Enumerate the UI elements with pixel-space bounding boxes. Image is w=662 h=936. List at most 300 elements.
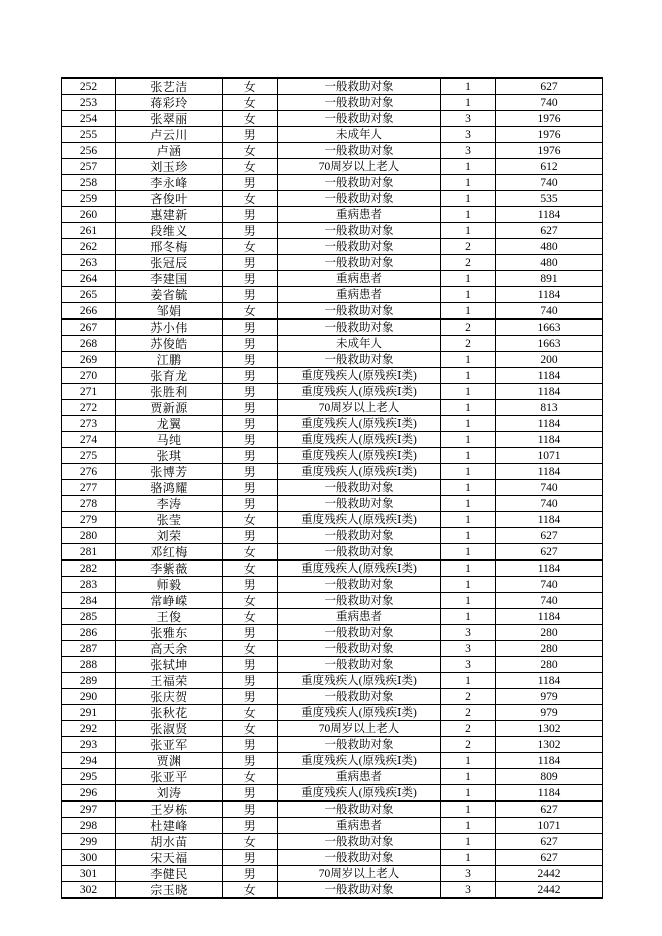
cell-category: 一般救助对象 [278,641,441,657]
cell-name: 张冠辰 [116,255,223,271]
cell-category: 重病患者 [278,207,441,223]
cell-amount: 627 [496,223,603,239]
cell-amount: 535 [496,191,603,207]
cell-name: 张莹 [116,512,223,528]
table-row [62,882,603,899]
cell-count: 1 [441,191,496,207]
cell-category: 一般救助对象 [278,737,441,753]
cell-count: 1 [441,560,496,577]
cell-id: 284 [62,593,116,609]
cell-amount: 627 [496,834,603,850]
cell-id: 283 [62,577,116,593]
cell-count: 1 [441,207,496,223]
cell-name: 卢涵 [116,143,223,159]
cell-id: 253 [62,95,116,111]
cell-id: 281 [62,544,116,561]
table-row [62,496,603,512]
cell-count: 1 [441,271,496,287]
cell-category: 重度残疾人(原残疾Ⅰ类) [278,368,441,384]
cell-count: 2 [441,336,496,352]
cell-category: 一般救助对象 [278,191,441,207]
cell-id: 257 [62,159,116,175]
cell-sex: 女 [223,544,278,561]
cell-name: 张艺洁 [116,78,223,95]
cell-category: 一般救助对象 [278,239,441,255]
table-row [62,737,603,753]
cell-count: 1 [441,416,496,432]
cell-sex: 女 [223,609,278,625]
cell-id: 277 [62,480,116,496]
table-container [61,77,602,899]
cell-id: 289 [62,673,116,689]
table-row [62,593,603,609]
cell-sex: 男 [223,496,278,512]
cell-category: 重度残疾人(原残疾Ⅰ类) [278,432,441,448]
cell-name: 苏俊皓 [116,336,223,352]
table-row [62,818,603,834]
cell-category: 一般救助对象 [278,319,441,336]
cell-id: 271 [62,384,116,400]
cell-id: 254 [62,111,116,127]
cell-sex: 男 [223,785,278,802]
cell-amount: 1184 [496,560,603,577]
cell-id: 297 [62,801,116,818]
cell-count: 1 [441,368,496,384]
cell-id: 266 [62,303,116,320]
cell-id: 291 [62,705,116,721]
cell-amount: 740 [496,480,603,496]
cell-name: 吝俊叶 [116,191,223,207]
cell-count: 1 [441,673,496,689]
cell-id: 285 [62,609,116,625]
cell-amount: 740 [496,95,603,111]
cell-amount: 2442 [496,882,603,899]
cell-sex: 男 [223,416,278,432]
cell-count: 1 [441,544,496,561]
cell-name: 张轼坤 [116,657,223,673]
cell-sex: 男 [223,319,278,336]
table-row [62,271,603,287]
cell-id: 290 [62,689,116,705]
cell-category: 一般救助对象 [278,834,441,850]
cell-name: 张育龙 [116,368,223,384]
table-row [62,673,603,689]
cell-id: 298 [62,818,116,834]
cell-amount: 1302 [496,737,603,753]
cell-id: 287 [62,641,116,657]
table-row [62,95,603,111]
cell-id: 267 [62,319,116,336]
cell-count: 2 [441,737,496,753]
table-row [62,159,603,175]
cell-category: 重度残疾人(原残疾Ⅰ类) [278,464,441,480]
cell-id: 301 [62,866,116,882]
cell-category: 一般救助对象 [278,689,441,705]
cell-sex: 男 [223,384,278,400]
table-row [62,577,603,593]
cell-amount: 809 [496,769,603,785]
cell-amount: 627 [496,801,603,818]
table-row [62,528,603,544]
cell-sex: 男 [223,207,278,223]
cell-count: 1 [441,448,496,464]
cell-amount: 627 [496,78,603,95]
table-row [62,721,603,737]
table-row [62,175,603,191]
cell-amount: 480 [496,239,603,255]
cell-amount: 740 [496,593,603,609]
cell-count: 1 [441,818,496,834]
cell-name: 常峥嵘 [116,593,223,609]
cell-count: 3 [441,866,496,882]
cell-id: 282 [62,560,116,577]
table-row [62,625,603,641]
cell-amount: 1184 [496,512,603,528]
cell-sex: 男 [223,336,278,352]
cell-name: 李永峰 [116,175,223,191]
cell-category: 70周岁以上老人 [278,866,441,882]
cell-name: 张淑贤 [116,721,223,737]
cell-sex: 女 [223,191,278,207]
cell-count: 2 [441,319,496,336]
cell-name: 杜建峰 [116,818,223,834]
cell-category: 未成年人 [278,127,441,143]
table-row [62,866,603,882]
table-row [62,609,603,625]
cell-category: 一般救助对象 [278,657,441,673]
cell-name: 苏小伟 [116,319,223,336]
cell-amount: 280 [496,625,603,641]
table-row [62,287,603,303]
cell-count: 1 [441,287,496,303]
cell-count: 2 [441,689,496,705]
cell-category: 一般救助对象 [278,223,441,239]
cell-amount: 813 [496,400,603,416]
table-row [62,753,603,769]
cell-category: 一般救助对象 [278,143,441,159]
cell-id: 279 [62,512,116,528]
cell-category: 一般救助对象 [278,303,441,320]
cell-amount: 1071 [496,448,603,464]
table-row [62,448,603,464]
cell-name: 张庆贺 [116,689,223,705]
cell-amount: 979 [496,689,603,705]
cell-category: 70周岁以上老人 [278,721,441,737]
cell-count: 1 [441,512,496,528]
table-row [62,384,603,400]
cell-id: 280 [62,528,116,544]
table-row [62,239,603,255]
cell-id: 259 [62,191,116,207]
cell-amount: 1184 [496,368,603,384]
cell-name: 李建国 [116,271,223,287]
cell-category: 一般救助对象 [278,850,441,866]
cell-amount: 1184 [496,673,603,689]
cell-amount: 1302 [496,721,603,737]
cell-name: 张琪 [116,448,223,464]
cell-sex: 男 [223,657,278,673]
cell-sex: 男 [223,528,278,544]
cell-name: 李涛 [116,496,223,512]
cell-sex: 男 [223,464,278,480]
table-row [62,480,603,496]
table-row [62,834,603,850]
table-row [62,689,603,705]
cell-count: 2 [441,721,496,737]
cell-amount: 1184 [496,785,603,802]
table-row [62,657,603,673]
cell-sex: 女 [223,641,278,657]
table-row [62,560,603,577]
cell-amount: 627 [496,528,603,544]
table-row [62,223,603,239]
cell-category: 重病患者 [278,271,441,287]
cell-amount: 1976 [496,127,603,143]
cell-name: 张博芳 [116,464,223,480]
cell-id: 272 [62,400,116,416]
cell-id: 264 [62,271,116,287]
cell-sex: 男 [223,689,278,705]
cell-count: 1 [441,593,496,609]
table-row [62,416,603,432]
assistance-recipients-table [61,77,603,899]
cell-amount: 740 [496,175,603,191]
cell-sex: 女 [223,111,278,127]
table-row [62,769,603,785]
cell-category: 一般救助对象 [278,352,441,368]
cell-count: 1 [441,496,496,512]
table-row [62,207,603,223]
cell-category: 一般救助对象 [278,496,441,512]
cell-category: 70周岁以上老人 [278,400,441,416]
cell-category: 70周岁以上老人 [278,159,441,175]
cell-sex: 男 [223,801,278,818]
cell-amount: 280 [496,657,603,673]
cell-amount: 1976 [496,143,603,159]
cell-count: 1 [441,850,496,866]
cell-id: 273 [62,416,116,432]
cell-sex: 男 [223,223,278,239]
cell-sex: 男 [223,737,278,753]
cell-count: 1 [441,769,496,785]
cell-sex: 男 [223,271,278,287]
cell-name: 张胜利 [116,384,223,400]
cell-name: 蒋彩玲 [116,95,223,111]
cell-name: 惠建新 [116,207,223,223]
cell-amount: 1976 [496,111,603,127]
cell-category: 未成年人 [278,336,441,352]
cell-id: 292 [62,721,116,737]
cell-id: 256 [62,143,116,159]
cell-amount: 280 [496,641,603,657]
cell-sex: 男 [223,625,278,641]
cell-category: 一般救助对象 [278,882,441,899]
cell-name: 张雅东 [116,625,223,641]
cell-id: 269 [62,352,116,368]
table-row [62,111,603,127]
cell-count: 1 [441,400,496,416]
cell-category: 一般救助对象 [278,95,441,111]
cell-category: 重度残疾人(原残疾Ⅰ类) [278,512,441,528]
cell-amount: 740 [496,496,603,512]
cell-category: 一般救助对象 [278,593,441,609]
cell-count: 1 [441,464,496,480]
cell-sex: 女 [223,95,278,111]
cell-amount: 740 [496,303,603,320]
cell-amount: 1184 [496,287,603,303]
table-body [62,78,603,898]
cell-amount: 1184 [496,753,603,769]
table-row [62,352,603,368]
cell-count: 1 [441,577,496,593]
cell-name: 刘涛 [116,785,223,802]
cell-sex: 男 [223,368,278,384]
cell-id: 255 [62,127,116,143]
cell-category: 重度残疾人(原残疾Ⅰ类) [278,785,441,802]
cell-sex: 男 [223,255,278,271]
cell-amount: 1184 [496,464,603,480]
cell-name: 王俊 [116,609,223,625]
cell-count: 3 [441,111,496,127]
cell-amount: 1184 [496,384,603,400]
table-row [62,368,603,384]
cell-count: 1 [441,528,496,544]
cell-amount: 200 [496,352,603,368]
cell-count: 1 [441,384,496,400]
cell-id: 265 [62,287,116,303]
cell-id: 294 [62,753,116,769]
table-row [62,512,603,528]
cell-id: 258 [62,175,116,191]
cell-id: 274 [62,432,116,448]
cell-name: 宋天福 [116,850,223,866]
cell-sex: 女 [223,560,278,577]
cell-amount: 1184 [496,432,603,448]
cell-id: 276 [62,464,116,480]
cell-sex: 男 [223,287,278,303]
cell-sex: 男 [223,127,278,143]
cell-name: 马纯 [116,432,223,448]
table-row [62,432,603,448]
cell-sex: 女 [223,159,278,175]
cell-amount: 627 [496,850,603,866]
cell-sex: 女 [223,769,278,785]
cell-sex: 男 [223,753,278,769]
cell-count: 1 [441,303,496,320]
cell-count: 3 [441,127,496,143]
cell-sex: 女 [223,78,278,95]
cell-count: 1 [441,159,496,175]
cell-name: 刘玉珍 [116,159,223,175]
cell-amount: 480 [496,255,603,271]
cell-count: 1 [441,834,496,850]
cell-sex: 女 [223,705,278,721]
cell-category: 一般救助对象 [278,528,441,544]
cell-count: 1 [441,352,496,368]
cell-id: 275 [62,448,116,464]
table-row [62,336,603,352]
table-row [62,143,603,159]
cell-amount: 1184 [496,207,603,223]
cell-category: 重度残疾人(原残疾Ⅰ类) [278,673,441,689]
cell-count: 1 [441,753,496,769]
cell-category: 一般救助对象 [278,801,441,818]
cell-sex: 男 [223,850,278,866]
cell-sex: 男 [223,400,278,416]
cell-name: 张翠丽 [116,111,223,127]
cell-amount: 1071 [496,818,603,834]
cell-category: 重度残疾人(原残疾Ⅰ类) [278,753,441,769]
cell-category: 一般救助对象 [278,625,441,641]
cell-count: 1 [441,432,496,448]
cell-sex: 女 [223,512,278,528]
cell-id: 278 [62,496,116,512]
cell-count: 1 [441,480,496,496]
cell-amount: 2442 [496,866,603,882]
cell-count: 1 [441,785,496,802]
cell-id: 296 [62,785,116,802]
cell-count: 3 [441,657,496,673]
cell-sex: 男 [223,175,278,191]
cell-id: 268 [62,336,116,352]
cell-amount: 1663 [496,336,603,352]
cell-sex: 女 [223,239,278,255]
table-row [62,801,603,818]
cell-category: 一般救助对象 [278,544,441,561]
cell-id: 270 [62,368,116,384]
cell-amount: 979 [496,705,603,721]
cell-category: 一般救助对象 [278,111,441,127]
cell-count: 3 [441,143,496,159]
table-row [62,78,603,95]
cell-amount: 612 [496,159,603,175]
cell-name: 王岁栋 [116,801,223,818]
cell-category: 一般救助对象 [278,255,441,271]
cell-count: 1 [441,95,496,111]
cell-count: 1 [441,609,496,625]
cell-id: 300 [62,850,116,866]
cell-id: 286 [62,625,116,641]
cell-name: 邓红梅 [116,544,223,561]
cell-name: 胡水苗 [116,834,223,850]
cell-id: 262 [62,239,116,255]
cell-name: 王福荣 [116,673,223,689]
cell-name: 张亚平 [116,769,223,785]
cell-count: 2 [441,255,496,271]
cell-count: 3 [441,641,496,657]
table-row [62,785,603,802]
cell-name: 邹娟 [116,303,223,320]
cell-category: 重病患者 [278,769,441,785]
cell-category: 重度残疾人(原残疾Ⅰ类) [278,705,441,721]
cell-name: 姜省毓 [116,287,223,303]
table-row [62,255,603,271]
cell-amount: 740 [496,577,603,593]
cell-name: 李紫薇 [116,560,223,577]
cell-name: 龙翼 [116,416,223,432]
cell-sex: 女 [223,834,278,850]
cell-category: 重病患者 [278,609,441,625]
cell-name: 卢云川 [116,127,223,143]
cell-sex: 女 [223,882,278,899]
cell-id: 261 [62,223,116,239]
cell-category: 重度残疾人(原残疾Ⅰ类) [278,448,441,464]
cell-sex: 男 [223,673,278,689]
cell-id: 260 [62,207,116,223]
cell-category: 重度残疾人(原残疾Ⅰ类) [278,416,441,432]
cell-category: 一般救助对象 [278,577,441,593]
cell-name: 贾新源 [116,400,223,416]
